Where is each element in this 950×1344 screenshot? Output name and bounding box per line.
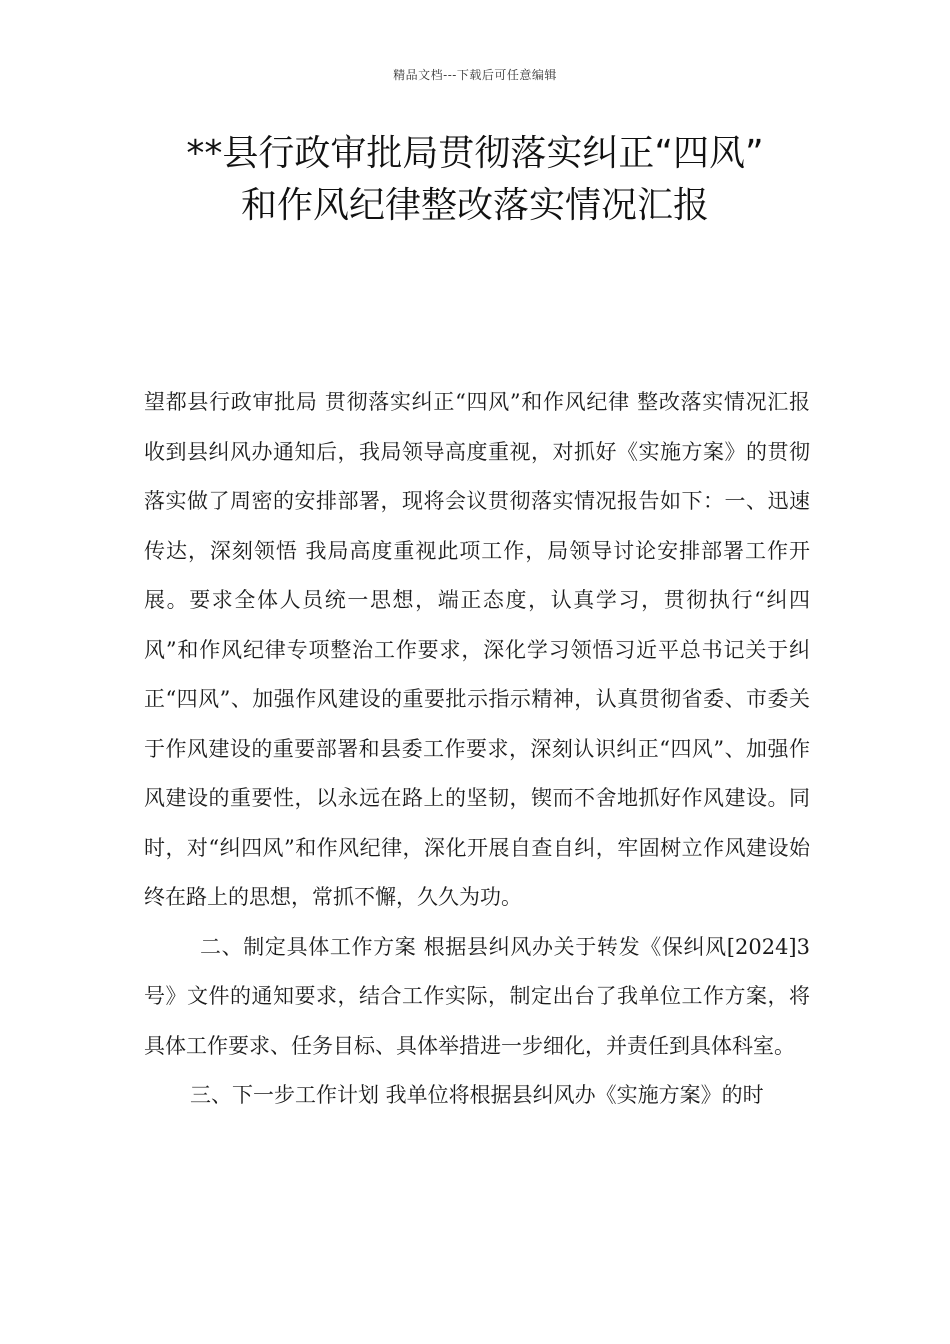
document-title (0, 128, 950, 232)
title-line-2: 和作风纪律整改落实情况汇报 (240, 185, 709, 226)
document-body (144, 378, 810, 1121)
body-paragraph-2: 二、制定具体工作方案 根据县纠风办关于转发《保纠风[2024]3 号》文件的通知要求，结合工作实际，制定出台了我单位工作方案，将具体工作要求、任务目标、具体举措进一步细化，并责任到具体科室。 (144, 934, 810, 1058)
body-paragraph-1: 望都县行政审批局 贯彻落实纠正“四风”和作风纪律 整改落实情况汇报 收到县纠风办通知后，我局领导高度重视，对抓好《实施方案》的贯彻落实做了周密的安排部署，现将会议贯彻落实情况报告如下：一、迅速传达，深刻领悟 我局高度重视此项工作，局领导讨论安排部署工作开展。要求全体人员统一思想，端正态度，认真学习，贯彻执行“纠四风”和作风纪律专项整治工作要求，深化学习领悟习近平总书记关于纠正“四风”、加强作风建设的重要批示指示精神，认真贯彻省委、市委关于作风建设的重要部署和县委工作要求，深刻认识纠正“四风”、加强作风建设的重要性，以永远在路上的坚韧，锲而不舍地抓好作风建设。同时，对“纠四风”和作风纪律，深化开展自查自纠，牢固树立作风建设始终在路上的思想，常抓不懈，久久为功。 (144, 390, 810, 909)
page-header-note: 精品文档---下载后可任意编辑 (393, 68, 557, 82)
body-paragraph-3: 三、下一步工作计划 我单位将根据县纠风办《实施方案》的时 (190, 1083, 764, 1107)
title-line-1: **县行政审批局贯彻落实纠正“四风” (186, 133, 764, 174)
